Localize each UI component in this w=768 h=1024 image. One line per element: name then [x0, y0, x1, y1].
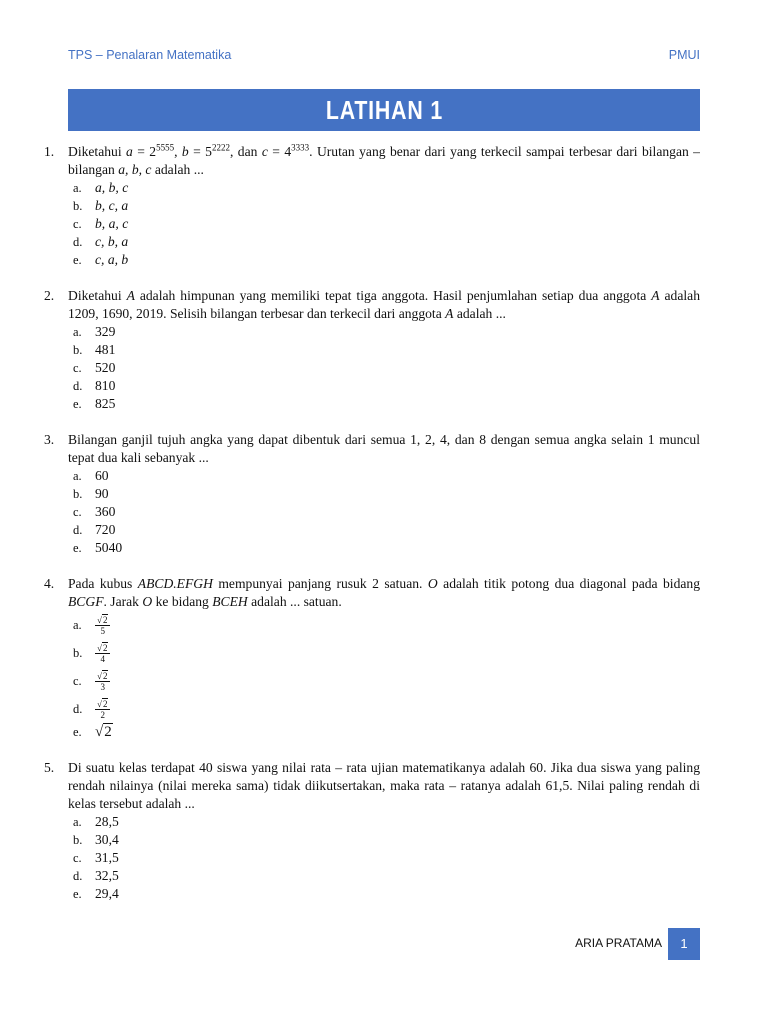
text-segment: mempunyai panjang rusuk 2 satuan. [212, 576, 428, 591]
question-text: Bilangan ganjil tujuh angka yang dapat dibentuk dari semua 1, 2, 4, dan 8 dengan semua angka selain 1 muncul tepat dua kali sebanyak ... [68, 432, 700, 465]
option-value: 810 [95, 378, 116, 393]
option-d [68, 695, 700, 723]
exponent: 5555 [156, 142, 175, 153]
text-segment: ke bidang [152, 594, 213, 609]
footer-author: ARIA PRATAMA [575, 936, 662, 950]
text-segment: adalah ... satuan. [247, 594, 342, 609]
options-list [68, 179, 700, 269]
option-letter: b. [73, 487, 83, 501]
text-segment: . Urutan yang benar dari yang terkecil sampai terbesar dari bilangan – bilangan [68, 144, 700, 177]
math-var: ABCD.EFGH [137, 576, 213, 591]
option-letter: d. [73, 379, 83, 393]
math-var: BCEH [212, 594, 248, 609]
radicand: 2 [102, 642, 108, 653]
fraction [95, 699, 110, 720]
option-letter: a. [73, 815, 82, 829]
radicand: 2 [104, 724, 112, 740]
math-var: A [445, 306, 454, 321]
option-e [68, 539, 700, 557]
option-c [68, 359, 700, 377]
option-letter: d. [73, 523, 83, 537]
question-list [44, 143, 700, 903]
radicand: 2 [102, 614, 108, 625]
option-value: a, b, c [95, 180, 129, 195]
option-value: c, a, b [95, 252, 129, 267]
option-letter: d. [73, 869, 83, 883]
option-letter: a. [73, 618, 82, 632]
text-segment: adalah ... [151, 162, 204, 177]
option-value: b, a, c [95, 216, 129, 231]
numerator: √2 [95, 671, 110, 682]
denominator: 5 [100, 625, 105, 636]
option-value: 329 [95, 324, 116, 339]
question-number: 5. [44, 760, 55, 775]
option-c [68, 503, 700, 521]
option-e [68, 885, 700, 903]
option-letter: a. [73, 325, 82, 339]
option-e [68, 723, 700, 741]
option-value: 29,4 [95, 886, 119, 901]
math-var: A [651, 288, 660, 303]
denominator: 2 [100, 709, 105, 720]
option-e [68, 251, 700, 269]
option-value: 31,5 [95, 850, 119, 865]
question-text [68, 143, 700, 179]
exponent: 2222 [211, 142, 230, 153]
text-segment: adalah ... [453, 306, 506, 321]
option-letter: e. [73, 397, 82, 411]
math-var: c [261, 144, 268, 159]
option-letter: c. [73, 674, 82, 688]
text-segment: = 4 [267, 144, 292, 159]
question-text [68, 287, 700, 323]
option-d [68, 867, 700, 885]
question-5 [44, 759, 700, 903]
denominator: 3 [100, 681, 105, 692]
option-letter: a. [73, 469, 82, 483]
options-list [68, 611, 700, 741]
option-b [68, 831, 700, 849]
option-letter: d. [73, 702, 83, 716]
option-letter: b. [73, 833, 83, 847]
option-value: 5040 [95, 540, 123, 555]
numerator: √2 [95, 643, 110, 654]
option-a [68, 813, 700, 831]
option-d [68, 377, 700, 395]
text-segment: = 5 [188, 144, 212, 159]
options-list [68, 323, 700, 413]
option-b [68, 485, 700, 503]
option-letter: a. [73, 181, 82, 195]
math-var: BCGF [68, 594, 104, 609]
option-letter: b. [73, 343, 83, 357]
text-segment: adalah 1209, 1690, 2019. Selisih bilangan terbesar dan terkecil dari anggota [68, 288, 700, 321]
text-segment: Diketahui [68, 288, 127, 303]
option-letter: c. [73, 217, 82, 231]
fraction [95, 671, 110, 692]
fraction [95, 615, 110, 636]
question-number: 1. [44, 144, 55, 159]
option-c [68, 667, 700, 695]
text-segment: , dan [229, 144, 262, 159]
option-a [68, 611, 700, 639]
question-4 [44, 575, 700, 741]
header-subject: TPS – Penalaran Matematika [68, 48, 232, 62]
page-title [68, 89, 700, 131]
option-letter: b. [73, 646, 83, 660]
option-b [68, 639, 700, 667]
fraction [95, 643, 110, 664]
option-a [68, 323, 700, 341]
option-letter: c. [73, 361, 82, 375]
option-value: 32,5 [95, 868, 119, 883]
math-var: A [126, 288, 135, 303]
numerator: √2 [95, 699, 110, 710]
text-segment: Diketahui [68, 144, 127, 159]
option-c [68, 215, 700, 233]
question-text [68, 575, 700, 611]
math-var: O [142, 594, 153, 609]
option-letter: e. [73, 725, 82, 739]
options-list [68, 467, 700, 557]
option-value: 90 [95, 486, 109, 501]
text-segment: adalah titik potong dua diagonal pada bidang [437, 576, 701, 591]
numerator: √2 [95, 615, 110, 626]
option-value: c, b, a [95, 234, 129, 249]
option-value: 520 [95, 360, 116, 375]
option-a [68, 179, 700, 197]
option-e [68, 395, 700, 413]
text-segment: adalah himpunan yang memiliki tepat tiga anggota. Hasil penjumlahan setiap dua anggota [134, 288, 652, 303]
question-number: 3. [44, 432, 55, 447]
text-segment: , [174, 144, 182, 159]
option-letter: c. [73, 851, 82, 865]
option-b [68, 197, 700, 215]
options-list [68, 813, 700, 903]
option-b [68, 341, 700, 359]
text-segment: = 2 [132, 144, 157, 159]
option-letter: e. [73, 887, 82, 901]
option-value: 720 [95, 522, 116, 537]
denominator: 4 [100, 653, 105, 664]
question-text: Di suatu kelas terdapat 40 siswa yang nilai rata – rata ujian matematikanya adalah 60. Jika dua siswa yang paling rendah nilainya (nilai mereka sama) tidak diikutsertakan, maka rata – ratanya adalah 61,5. Nilai paling rendah di kelas tersebut adalah ... [68, 760, 700, 811]
option-value: 481 [95, 342, 116, 357]
option-value: b, c, a [95, 198, 129, 213]
option-letter: e. [73, 541, 82, 555]
radicand: 2 [102, 698, 108, 709]
question-number: 4. [44, 576, 55, 591]
question-2 [44, 287, 700, 413]
text-segment: Pada kubus [68, 576, 138, 591]
option-letter: e. [73, 253, 82, 267]
question-number: 2. [44, 288, 55, 303]
option-value: 825 [95, 396, 116, 411]
option-d [68, 521, 700, 539]
text-segment: . Jarak [103, 594, 143, 609]
option-letter: c. [73, 505, 82, 519]
option-value: 360 [95, 504, 116, 519]
page-number: 1 [668, 928, 700, 960]
question-3 [44, 431, 700, 557]
option-letter: d. [73, 235, 83, 249]
math-var: b [181, 144, 189, 159]
option-a [68, 467, 700, 485]
option-value: 30,4 [95, 832, 119, 847]
page-title-text: LATIHAN 1 [325, 95, 443, 125]
math-var: a, b, c [118, 162, 152, 177]
radicand: 2 [102, 670, 108, 681]
math-var: a [126, 144, 133, 159]
option-value: 28,5 [95, 814, 119, 829]
header-institution: PMUI [668, 48, 700, 62]
option-c [68, 849, 700, 867]
sqrt-value: √2 [95, 724, 112, 740]
exponent: 3333 [291, 142, 310, 153]
question-1 [44, 143, 700, 269]
math-var: O [427, 576, 438, 591]
option-letter: b. [73, 199, 83, 213]
option-d [68, 233, 700, 251]
option-value: 60 [95, 468, 109, 483]
